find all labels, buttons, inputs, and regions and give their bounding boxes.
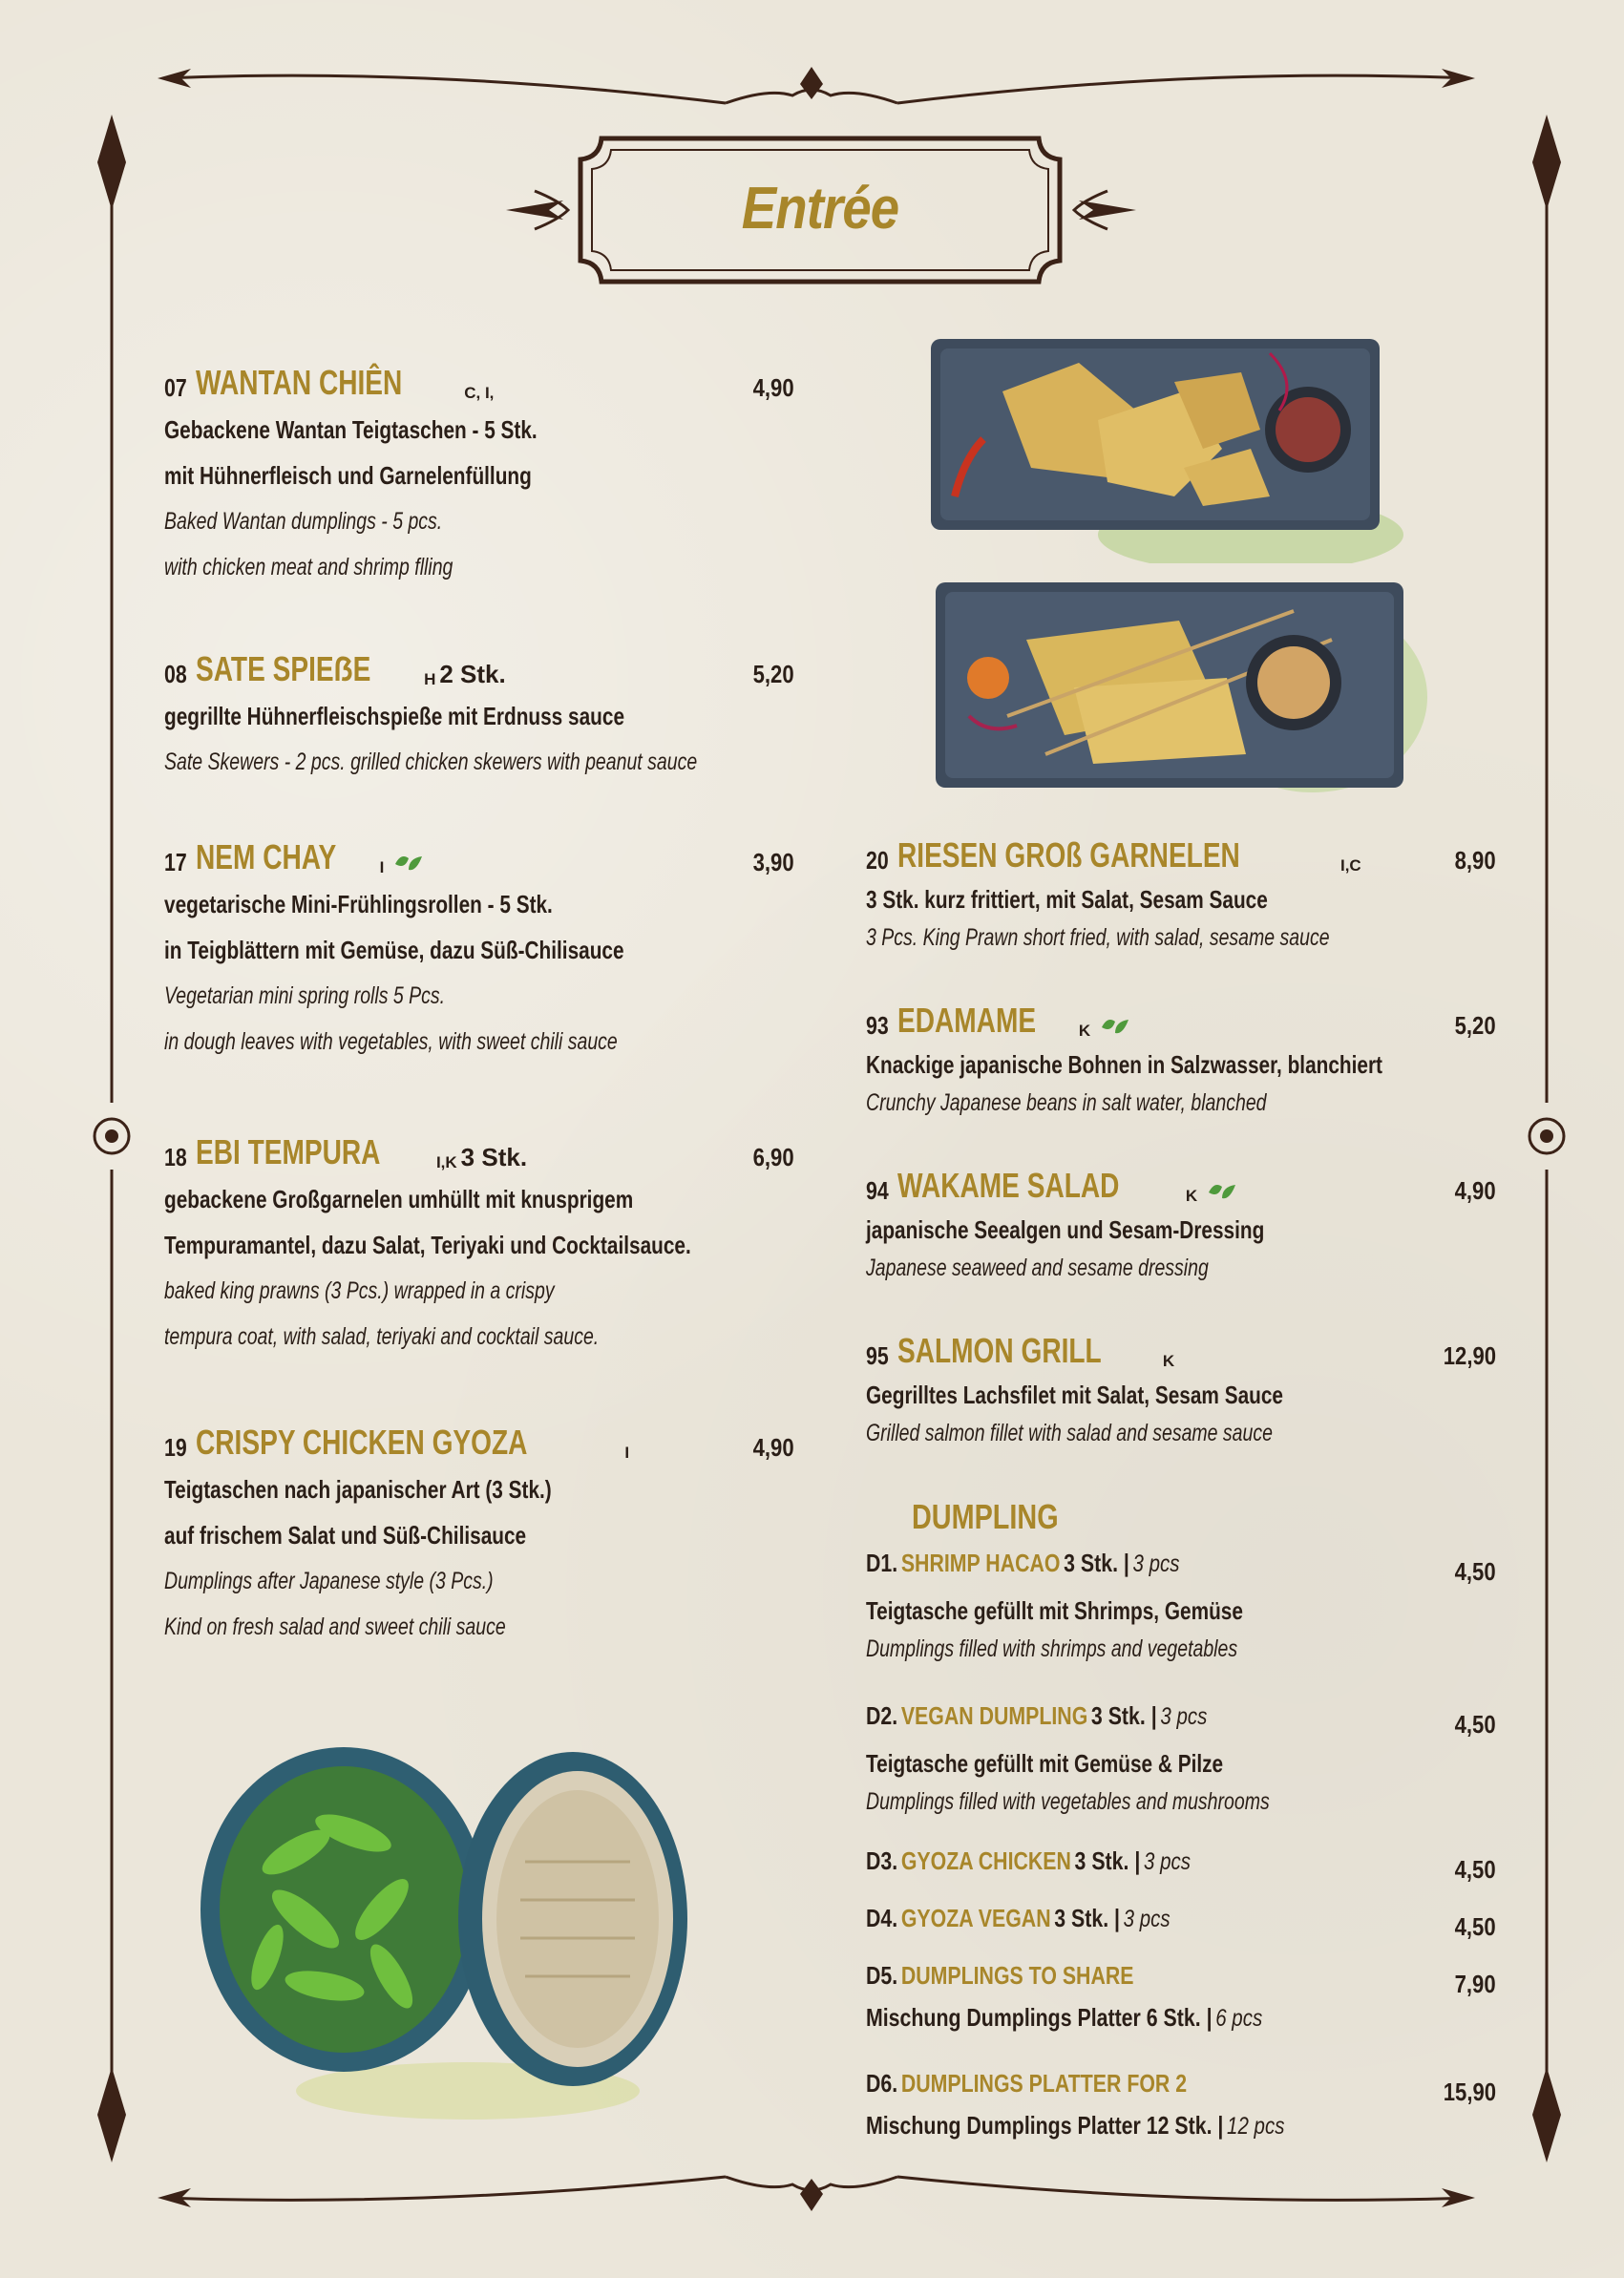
dumpling-item-d2 [866,1701,1496,1820]
description-en: Grilled salmon fillet with salad and sesame sauce [866,1420,1273,1446]
dumpling-name: GYOZA CHICKEN [900,1846,1071,1875]
item-header [164,837,794,881]
dumpling-item-d3 [866,1846,1496,1888]
dumpling-name: SHRIMP HACAO [900,1549,1061,1577]
dumpling-quantity: 3 Stk. | [1074,1846,1141,1875]
menu-item-94 [866,1166,1496,1286]
dumpling-item-d6 [866,2069,1496,2153]
dumpling-name: GYOZA VEGAN [900,1904,1051,1932]
item-header [866,1331,1496,1375]
dumpling-price: 4,50 [1454,1557,1496,1586]
edamame-steamer-icon [191,1709,726,2129]
item-name: SALMON GRILL [896,1331,1102,1370]
dumpling-pcs: 3 pcs [1132,1550,1180,1577]
description-en: in dough leaves with vegetables, with sweet chili sauce [164,1028,618,1055]
item-header [164,1423,794,1466]
item-number: 94 [866,1176,889,1205]
item-name: NEM CHAY [195,837,337,876]
description-de: Gebackene Wantan Teigtaschen - 5 Stk. [164,415,538,444]
dumpling-pcs: 3 pcs [1143,1848,1191,1875]
leaf-icon [393,851,424,877]
dumpling-code: D1. [866,1549,898,1577]
page-title: Entrée [741,176,899,242]
item-price: 4,90 [1454,1176,1496,1205]
item-name: EDAMAME [896,1001,1037,1040]
menu-item-18 [164,1132,794,1360]
item-header [164,649,794,693]
dumpling-item-d1 [866,1549,1496,1667]
allergen-codes: I [379,858,385,876]
item-number: 08 [164,660,187,688]
item-number: 19 [164,1433,187,1462]
item-name: EBI TEMPURA [195,1132,381,1171]
dumpling-item-d4 [866,1904,1496,1946]
description-de: Teigtasche gefüllt mit Gemüse & Pilze [866,1749,1224,1778]
item-name: WANTAN CHIÊN [195,363,403,402]
description-de: vegetarische Mini-Frühlingsrollen - 5 Stk. [164,890,553,918]
allergen-codes: K [1162,1352,1175,1370]
description-de: 3 Stk. kurz frittiert, mit Salat, Sesam Sauce [866,885,1268,914]
menu-item-08 [164,649,794,785]
dumpling-header [866,1961,1496,2003]
description-de: japanische Seealgen und Sesam-Dressing [866,1215,1265,1244]
dumpling-code: D5. [866,1961,898,1990]
title-frame [579,138,1062,282]
item-name: RIESEN GROß GARNELEN [896,835,1240,875]
dumpling-price: 4,50 [1454,1912,1496,1941]
menu-item-93 [866,1001,1496,1121]
dumpling-heading: DUMPLING [912,1497,1059,1536]
description-en: Vegetarian mini spring rolls 5 Pcs. [164,982,446,1009]
item-number: 95 [866,1341,889,1370]
description-en: Dumplings filled with vegetables and mushrooms [866,1788,1270,1815]
allergen-codes: I,C [1339,856,1361,875]
description-en: Crunchy Japanese beans in salt water, blanched [866,1089,1267,1116]
allergen-codes: I,K [435,1153,457,1171]
description-de: Tempuramantel, dazu Salat, Teriyaki und Cocktailsauce. [164,1231,691,1259]
dumpling-subline [866,2111,1496,2153]
dumpling-pcs: 6 pcs [1215,2005,1263,2032]
dumpling-pcs: 3 pcs [1160,1703,1208,1730]
dumpling-quantity: 3 Stk. | [1054,1904,1121,1932]
item-name: SATE SPIEẞE [195,649,371,688]
dumpling-header [866,1904,1496,1946]
menu-item-95 [866,1331,1496,1451]
leaf-icon [1207,1179,1237,1206]
item-quantity: 3 Stk. [460,1143,528,1171]
description-de: Teigtasche gefüllt mit Shrimps, Gemüse [866,1596,1243,1625]
dumpling-pcs: 12 pcs [1227,2113,1285,2140]
dumpling-header [866,1701,1496,1743]
item-header [164,363,794,407]
description-en: Kind on fresh salad and sweet chili sauce [164,1614,506,1640]
description-de: in Teigblättern mit Gemüse, dazu Süß-Chilisauce [164,936,624,964]
dumpling-code: D3. [866,1846,898,1875]
description-de: Mischung Dumplings Platter 12 Stk. | [866,2111,1224,2140]
item-header [164,1132,794,1176]
description-de: Mischung Dumplings Platter 6 Stk. | [866,2003,1213,2032]
description-en: Japanese seaweed and sesame dressing [866,1255,1209,1281]
description-de: Knackige japanische Bohnen in Salzwasser, blanchiert [866,1050,1382,1079]
item-header [866,835,1496,879]
dumpling-pcs: 3 pcs [1123,1906,1171,1932]
dumpling-quantity: 3 Stk. | [1090,1701,1157,1730]
item-price: 3,90 [752,848,794,876]
menu-item-20 [866,835,1496,956]
dumpling-code: D2. [866,1701,898,1730]
description-de: auf frischem Salat und Süß-Chilisauce [164,1521,527,1550]
dumpling-code: D4. [866,1904,898,1932]
dumpling-name: VEGAN DUMPLING [900,1701,1088,1730]
description-de: gebackene Großgarnelen umhüllt mit knusprigem [164,1185,634,1213]
item-price: 4,90 [752,1433,794,1462]
allergen-codes: K [1185,1187,1198,1205]
item-number: 17 [164,848,187,876]
item-quantity: 2 Stk. [439,660,506,688]
description-en: with chicken meat and shrimp flling [164,554,453,580]
dumpling-price: 7,90 [1454,1970,1496,1998]
allergen-codes: H [424,670,436,688]
item-name: CRISPY CHICKEN GYOZA [195,1423,528,1462]
item-price: 4,90 [752,373,794,402]
dumpling-quantity: 3 Stk. | [1064,1549,1129,1577]
item-price: 6,90 [752,1143,794,1171]
description-en: tempura coat, with salad, teriyaki and cocktail sauce. [164,1323,600,1350]
sate-plate-icon [931,573,1427,802]
dumpling-price: 15,90 [1443,2078,1496,2106]
dumpling-header [866,2069,1496,2111]
allergen-codes: K [1078,1022,1091,1040]
allergen-codes: I [624,1444,630,1462]
item-header [866,1001,1496,1044]
allergen-codes: C, I, [464,384,495,402]
item-header [866,1166,1496,1210]
dumpling-item-d5 [866,1961,1496,2045]
dumpling-header [866,1846,1496,1888]
item-name: WAKAME SALAD [896,1166,1120,1205]
dumpling-subline [866,2003,1496,2045]
leaf-icon [1100,1014,1130,1041]
item-number: 18 [164,1143,187,1171]
dumpling-price: 4,50 [1454,1710,1496,1739]
item-number: 07 [164,373,187,402]
description-en: Baked Wantan dumplings - 5 pcs. [164,508,443,535]
menu-item-19 [164,1423,794,1650]
dumpling-code: D6. [866,2069,898,2098]
item-price: 8,90 [1454,846,1496,875]
item-number: 93 [866,1011,889,1040]
description-en: baked king prawns (3 Pcs.) wrapped in a crispy [164,1277,555,1304]
item-number: 20 [866,846,889,875]
item-price: 5,20 [752,660,794,688]
description-en: 3 Pcs. King Prawn short fried, with salad, sesame sauce [866,924,1330,951]
dumpling-price: 4,50 [1454,1855,1496,1884]
menu-item-07 [164,363,794,590]
description-en: Dumplings after Japanese style (3 Pcs.) [164,1568,494,1594]
description-en: Sate Skewers - 2 pcs. grilled chicken skewers with peanut sauce [164,749,698,775]
description-de: Teigtaschen nach japanischer Art (3 Stk.) [164,1475,552,1504]
dumpling-header [866,1549,1496,1591]
wantan-plate-icon [888,315,1403,563]
description-de: mit Hühnerfleisch und Garnelenfüllung [164,461,532,490]
item-price: 5,20 [1454,1011,1496,1040]
item-price: 12,90 [1443,1341,1496,1370]
dumpling-name: DUMPLINGS TO SHARE [900,1961,1134,1990]
dumpling-name: DUMPLINGS PLATTER FOR 2 [900,2069,1188,2098]
description-en: Dumplings filled with shrimps and vegetables [866,1635,1238,1662]
menu-item-17 [164,837,794,1065]
description-de: Gegrilltes Lachsfilet mit Salat, Sesam Sauce [866,1381,1283,1409]
description-de: gegrillte Hühnerfleischspieße mit Erdnuss sauce [164,702,625,730]
